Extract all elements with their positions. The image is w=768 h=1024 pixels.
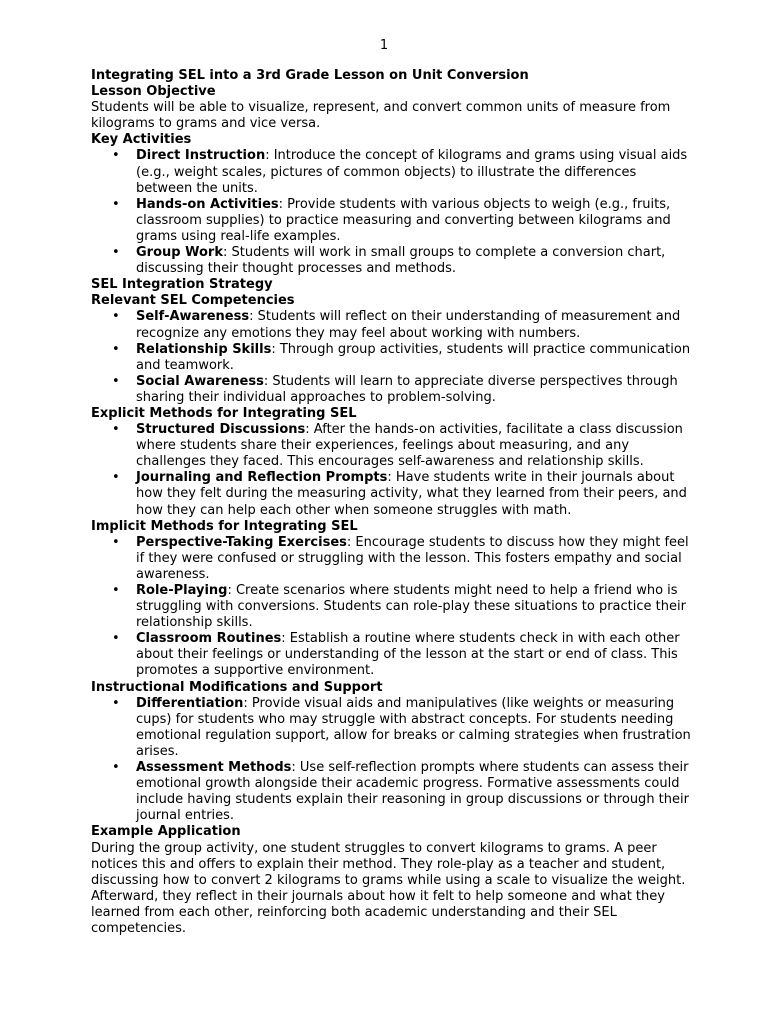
list-item-term: Group Work (136, 245, 223, 261)
sel-competencies-list (91, 309, 691, 406)
sel-strategy-heading: SEL Integration Strategy (91, 277, 273, 293)
key-activities-list (91, 148, 691, 277)
list-item-text: : Have students write in their journals about how they felt during the measuring activity, what they learned from their peers, and how they can help each other when someone struggles with math. (136, 470, 687, 518)
list-item (91, 374, 691, 406)
page-number: 1 (379, 38, 389, 53)
list-item-term: Self-Awareness (136, 309, 250, 325)
list-item-term: Classroom Routines (136, 631, 282, 647)
example-application-heading: Example Application (91, 824, 241, 840)
implicit-methods-heading: Implicit Methods for Integrating SEL (91, 518, 358, 534)
list-item (91, 631, 691, 679)
list-item (91, 535, 691, 583)
list-item (91, 342, 691, 374)
list-item (91, 422, 691, 470)
list-item-term: Assessment Methods (136, 760, 292, 776)
sel-competencies-heading: Relevant SEL Competencies (91, 293, 295, 309)
explicit-methods-heading: Explicit Methods for Integrating SEL (91, 405, 357, 421)
list-item (91, 760, 691, 824)
list-item (91, 309, 691, 341)
document-body (91, 68, 691, 937)
list-item-term: Hands-on Activities (136, 196, 279, 212)
list-item-text: : Create scenarios where students might need to help a friend who is struggling with conversions. Students can role-play these situations to practice their relationship skills. (136, 583, 686, 631)
list-item (91, 197, 691, 245)
lesson-objective-heading: Lesson Objective (91, 84, 216, 100)
explicit-methods-list (91, 422, 691, 519)
list-item-text: : Provide visual aids and manipulatives (like weights or measuring cups) for students who may struggle with abstract concepts. For students needing emotional regulation support, allow for breaks or calming strategies when frustration arises. (136, 695, 691, 759)
document-title: Integrating SEL into a 3rd Grade Lesson on Unit Conversion (91, 68, 529, 83)
list-item (91, 583, 691, 631)
list-item-text: : Students will learn to appreciate diverse perspectives through sharing their individual approaches to problem-solving. (136, 373, 678, 405)
list-item-text: : Through group activities, students will practice communication and teamwork. (136, 341, 691, 373)
key-activities-heading: Key Activities (91, 132, 192, 148)
list-item (91, 696, 691, 760)
list-item-text: : Students will reflect on their understanding of measurement and recognize any emotions they may feel about working with numbers. (136, 309, 681, 341)
list-item-text: : Students will work in small groups to complete a conversion chart, discussing their thought processes and methods. (136, 245, 666, 277)
list-item-term: Role-Playing (136, 583, 228, 598)
modifications-list (91, 696, 691, 825)
list-item-text: : Use self-reflection prompts where students can assess their emotional growth alongside their academic progress. Formative assessments could include having students explain their reasoning in group discussions or through their journal entries. (136, 760, 689, 824)
list-item (91, 470, 691, 518)
list-item-term: Structured Discussions (136, 422, 306, 438)
example-application-text: During the group activity, one student struggles to convert kilograms to grams. A peer notices this and offers to explain their method. They role-play as a teacher and student, discussing how to convert 2 kilograms to grams while using a scale to visualize the weight. Afterward, they reflect in their journals about how it felt to help someone and what they learned from each other, reinforcing both academic understanding and their SEL competencies. (91, 840, 686, 936)
modifications-heading: Instructional Modifications and Support (91, 679, 383, 695)
list-item-term: Social Awareness (136, 373, 264, 389)
list-item-term: Relationship Skills (136, 341, 272, 357)
list-item-term: Direct Instruction (136, 148, 266, 164)
list-item-text: : Encourage students to discuss how they might feel if they were confused or struggling with the lesson. This fosters empathy and social awareness. (136, 534, 689, 582)
list-item-term: Perspective-Taking Exercises (136, 534, 347, 550)
list-item-text: : Provide students with various objects to weigh (e.g., fruits, classroom supplies) to practice measuring and converting between kilograms and grams using real-life examples. (136, 196, 671, 244)
implicit-methods-list (91, 535, 691, 680)
list-item-text: : Introduce the concept of kilograms and grams using visual aids (e.g., weight scales, pictures of common objects) to illustrate the differences between the units. (136, 148, 688, 196)
list-item-text: : Establish a routine where students check in with each other about their feelings or understanding of the lesson at the start or end of class. This promotes a supportive environment. (136, 631, 680, 679)
list-item (91, 148, 691, 196)
list-item-term: Differentiation (136, 695, 244, 711)
list-item-text: : After the hands-on activities, facilitate a class discussion where students share their experiences, feelings about measuring, and any challenges they faced. This encourages self-awareness and relationship skills. (136, 422, 683, 470)
list-item (91, 245, 691, 277)
lesson-objective-text: Students will be able to visualize, represent, and convert common units of measure from kilograms to grams and vice versa. (91, 100, 671, 132)
list-item-term: Journaling and Reflection Prompts (136, 470, 388, 486)
